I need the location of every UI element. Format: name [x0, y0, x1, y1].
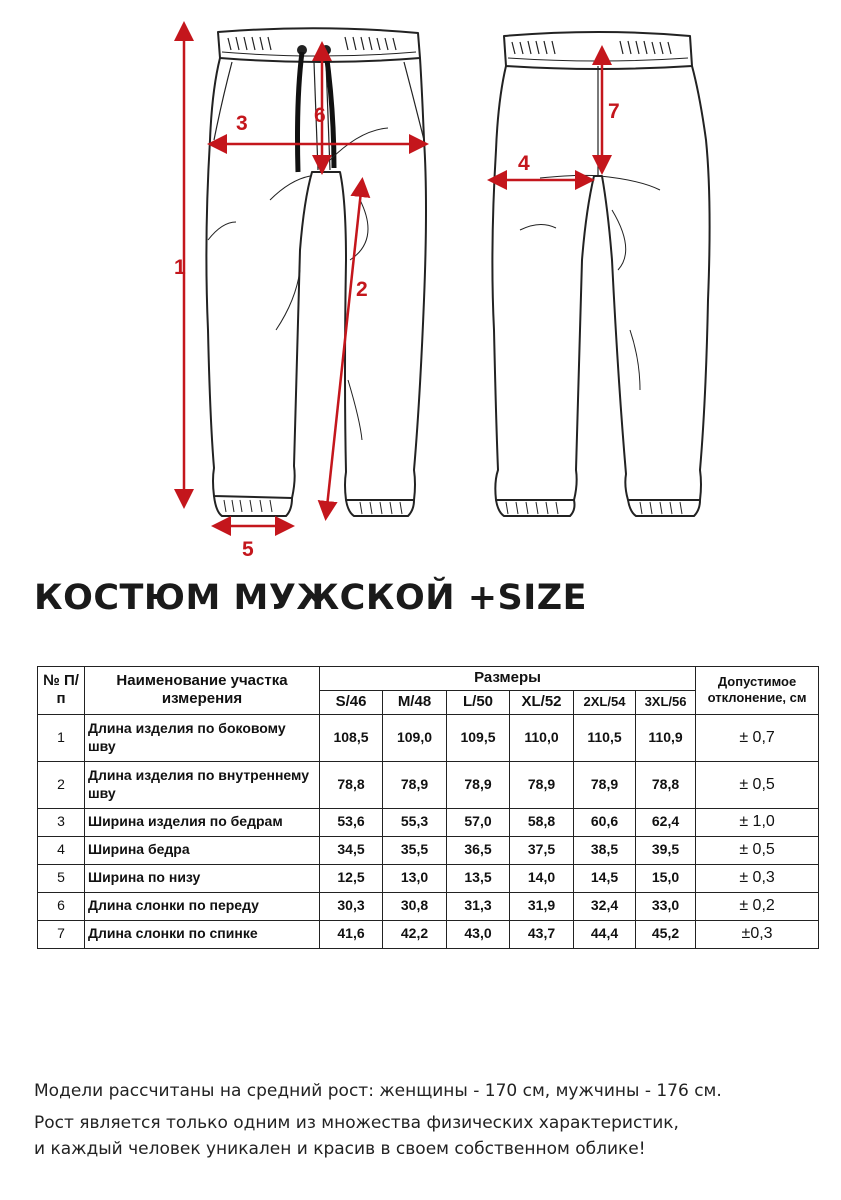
label-6: 6	[314, 104, 326, 127]
cell-value: 55,3	[383, 808, 447, 836]
label-5: 5	[242, 538, 254, 560]
cell-value: 31,9	[510, 892, 574, 920]
cell-value: 36,5	[447, 836, 510, 864]
row-name: Длина слонки по переду	[85, 892, 320, 920]
header-size: 3XL/56	[636, 690, 696, 714]
label-1: 1	[174, 256, 186, 279]
cell-value: 39,5	[636, 836, 696, 864]
header-size: 2XL/54	[574, 690, 636, 714]
cell-value: 15,0	[636, 864, 696, 892]
cell-value: 43,0	[447, 920, 510, 948]
front-view	[206, 28, 426, 516]
header-num: № П/п	[38, 667, 85, 715]
cell-value: 78,8	[636, 761, 696, 808]
table-row	[38, 714, 819, 761]
table-row	[38, 864, 819, 892]
cell-value: 53,6	[320, 808, 383, 836]
measurement-labels	[174, 100, 620, 560]
row-number: 3	[38, 808, 85, 836]
cell-value: 110,0	[510, 714, 574, 761]
cell-value: 58,8	[510, 808, 574, 836]
cell-value: 35,5	[383, 836, 447, 864]
row-number: 4	[38, 836, 85, 864]
notes	[34, 1078, 824, 1162]
header-name: Наименование участка измерения	[85, 667, 320, 715]
size-table	[37, 666, 819, 949]
table-row	[38, 808, 819, 836]
row-name: Ширина бедра	[85, 836, 320, 864]
cell-value: 78,9	[574, 761, 636, 808]
row-name: Длина слонки по спинке	[85, 920, 320, 948]
cell-value: 37,5	[510, 836, 574, 864]
cell-value: 43,7	[510, 920, 574, 948]
table-row	[38, 761, 819, 808]
cell-value: 44,4	[574, 920, 636, 948]
cell-tolerance: ± 0,5	[696, 761, 819, 808]
cell-value: 14,0	[510, 864, 574, 892]
cell-tolerance: ± 0,2	[696, 892, 819, 920]
note-line: Рост является только одним из множества физических характеристик,	[34, 1113, 679, 1133]
cell-tolerance: ± 1,0	[696, 808, 819, 836]
cell-value: 78,8	[320, 761, 383, 808]
row-number: 5	[38, 864, 85, 892]
page-title: КОСТЮМ МУЖСКОЙ +SIZE	[34, 578, 588, 618]
header-tolerance: Допустимое отклонение, см	[696, 667, 819, 715]
row-number: 2	[38, 761, 85, 808]
cell-value: 45,2	[636, 920, 696, 948]
cell-value: 38,5	[574, 836, 636, 864]
header-sizes-group: Размеры	[320, 667, 696, 691]
table-row	[38, 920, 819, 948]
cell-value: 78,9	[510, 761, 574, 808]
cell-value: 57,0	[447, 808, 510, 836]
header-size: M/48	[383, 690, 447, 714]
label-4: 4	[518, 152, 530, 175]
cell-tolerance: ±0,3	[696, 920, 819, 948]
header-size: XL/52	[510, 690, 574, 714]
cell-value: 62,4	[636, 808, 696, 836]
measurement-arrows	[184, 26, 602, 526]
cell-value: 110,5	[574, 714, 636, 761]
label-2: 2	[356, 278, 368, 301]
cell-tolerance: ± 0,5	[696, 836, 819, 864]
row-name: Ширина изделия по бедрам	[85, 808, 320, 836]
cell-tolerance: ± 0,7	[696, 714, 819, 761]
cell-value: 108,5	[320, 714, 383, 761]
row-name: Ширина по низу	[85, 864, 320, 892]
cell-value: 12,5	[320, 864, 383, 892]
label-3: 3	[236, 112, 248, 135]
label-7: 7	[608, 100, 620, 123]
cell-value: 41,6	[320, 920, 383, 948]
cell-value: 13,5	[447, 864, 510, 892]
row-name: Длина изделия по боковому шву	[85, 714, 320, 761]
note-line: и каждый человек уникален и красив в своем собственном облике!	[34, 1139, 646, 1159]
cell-value: 42,2	[383, 920, 447, 948]
cell-value: 109,0	[383, 714, 447, 761]
cell-value: 31,3	[447, 892, 510, 920]
cell-value: 13,0	[383, 864, 447, 892]
header-size: L/50	[447, 690, 510, 714]
cell-value: 32,4	[574, 892, 636, 920]
cell-tolerance: ± 0,3	[696, 864, 819, 892]
cell-value: 110,9	[636, 714, 696, 761]
note-line: Модели рассчитаны на средний рост: женщины - 170 см, мужчины - 176 см.	[34, 1081, 722, 1101]
cell-value: 30,3	[320, 892, 383, 920]
row-number: 6	[38, 892, 85, 920]
header-size: S/46	[320, 690, 383, 714]
cell-value: 34,5	[320, 836, 383, 864]
pants-technical-drawing	[0, 0, 841, 560]
cell-value: 60,6	[574, 808, 636, 836]
row-number: 7	[38, 920, 85, 948]
cell-value: 109,5	[447, 714, 510, 761]
row-number: 1	[38, 714, 85, 761]
cell-value: 78,9	[383, 761, 447, 808]
row-name: Длина изделия по внутреннему шву	[85, 761, 320, 808]
table-row	[38, 892, 819, 920]
cell-value: 33,0	[636, 892, 696, 920]
cell-value: 78,9	[447, 761, 510, 808]
table-row	[38, 836, 819, 864]
cell-value: 30,8	[383, 892, 447, 920]
cell-value: 14,5	[574, 864, 636, 892]
